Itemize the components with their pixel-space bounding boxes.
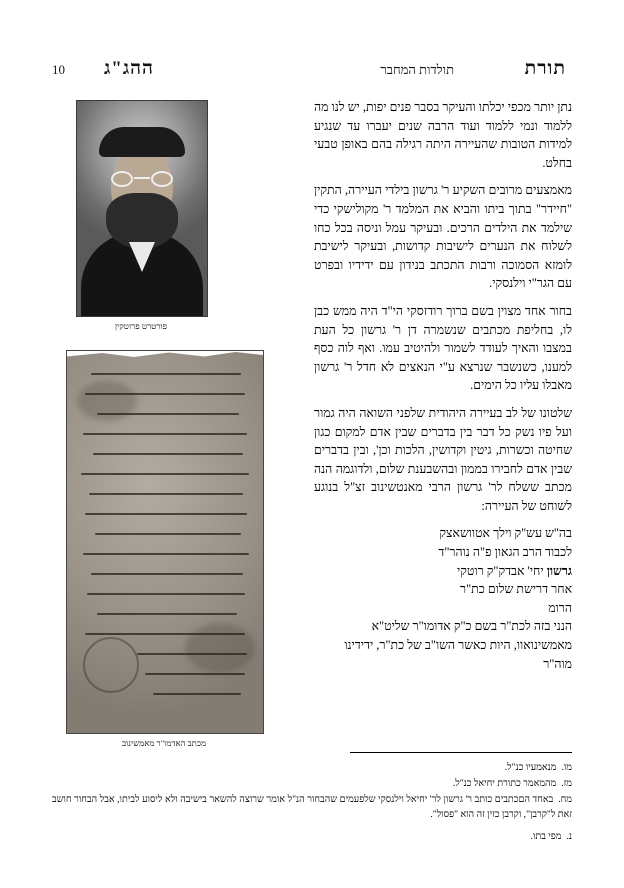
header-right-title: תורת bbox=[524, 58, 566, 79]
footnote-item bbox=[52, 829, 572, 844]
portrait-caption: פורטרט פרוטקין bbox=[114, 321, 168, 331]
footnote-text: מהמאמר כתורת יחיאל כנ"ל. bbox=[452, 778, 557, 789]
footnote-item bbox=[52, 760, 572, 775]
manuscript-caption: מכתב האדמו"ר מאמשינוב bbox=[121, 738, 207, 748]
page-number: 10 bbox=[52, 62, 65, 77]
manuscript-image bbox=[66, 350, 264, 734]
footnote-number: נ. bbox=[566, 831, 572, 842]
footnote-text: מפי בתו. bbox=[530, 831, 562, 842]
portrait-photo bbox=[76, 100, 208, 317]
footnote-number: מח. bbox=[558, 794, 572, 805]
footnote-item bbox=[52, 776, 572, 791]
page-header bbox=[52, 58, 572, 84]
letter-line: לכבוד הרב הגאון פ"ה נוהר"ד bbox=[438, 545, 572, 560]
header-left-title: ההג"ג bbox=[104, 58, 154, 79]
letter-line: אחר דרישת שלום כת"ר bbox=[460, 582, 572, 597]
footnote-number: מו. bbox=[561, 762, 572, 773]
letter-line: הרומ bbox=[548, 600, 572, 615]
footnote-text: באחד הםכתבים כותב ר' גרשון לר' יחיאל וילנסקי שלפעמים שהבחור הנ"ל אומר שרוצה להשאר בישיבה ולא ליסוע לביתו, אבל הבחור חושב זאת ל"קרבן", וקרבן כזין זה הוא "פסול". bbox=[52, 794, 572, 820]
main-text-column bbox=[314, 98, 572, 673]
footnote-separator bbox=[350, 752, 572, 753]
letter-addressee-name: גרשון bbox=[546, 563, 572, 578]
letter-line: בה"ש עש"ק וילך אטוושאצק bbox=[439, 526, 572, 541]
body-paragraph: בחור אחד מצוין בשם ברוך רודזסקי הי"ד היה ממש כבן לו, בחליפת מכתבים שנשמרה דן ר' גרשון כל העת במצבו והאיך לעודד לשמור ולהיטיב עמו. ואף לוה כסף למענו, כשנשבר שנרצא ע"י הנאצים לא חדל ר' גרשון מאבלו עליו כל הימים. bbox=[314, 303, 572, 393]
footnotes-section bbox=[52, 760, 572, 845]
glasses-bridge bbox=[134, 177, 150, 179]
glasses-icon bbox=[110, 171, 174, 187]
footnote-number: מז. bbox=[561, 778, 572, 789]
body-paragraph: שלטונו של לב בעיירה היהודית שלפני השואה היה גמור ועל פיו נשק כל דבר בין בדברים שבין אדם למקום כגון שחיטה וכשרות, גיטין וקדושין, הלכות וכן', ובין בדברים שבין אדם לחבירו בממון ובהשבענת שלום, ולדוגמה הנה מכתב ששלח לר' גרשון הרבי מאנטשינוב זצ"ל בנוגע לשוחט של העיירה: bbox=[314, 405, 572, 513]
quoted-letter bbox=[314, 524, 572, 673]
letter-line-addressee: גרשון יחי' אבדק"ק רוטקי bbox=[457, 563, 572, 578]
photo-hat bbox=[99, 127, 185, 157]
header-center-title: תולדות המחבר bbox=[380, 62, 454, 77]
body-paragraph: מאמצעים מרובים השקיע ר' גרשון בילדי העיירה, התקין "חיידר" בתוך ביתו והביא את המלמד ר' מקולישקי כדי שילמד את הילדים הרכים. ובעיקר עמל וניסה בכל כחו לשלוח את הנערים לישיבות קדושות, ובעיקר לישיבת לומזא הסמוכה ורבות התכתב בנידון עם ידידיו ובפרט עם הגר"י וילנסקי. bbox=[314, 183, 572, 291]
letter-line: הנני בזה לכת"ר בשם כ"ק אדומו"ר שליט"א מאמשינואוו, היות כאשר השו"ב של כת"ר, ידידינו מוה"ר bbox=[344, 619, 572, 671]
footnote-text: מנאמעיו כנ"ל. bbox=[504, 762, 557, 773]
manuscript-stamp bbox=[83, 637, 139, 693]
footnote-item bbox=[52, 792, 572, 822]
photo-beard bbox=[106, 193, 178, 249]
body-paragraph: נתן יותר מכפי יכלתו והעיקר בסבר פנים יפות, יש לנו מה ללמוד ונמי ללמוד ועוד הרבה שנים יעברו עד שנגיע למידות הטובות שהעיירה היתה רגילה בהם באופן טבעי בחלט. bbox=[314, 100, 572, 170]
